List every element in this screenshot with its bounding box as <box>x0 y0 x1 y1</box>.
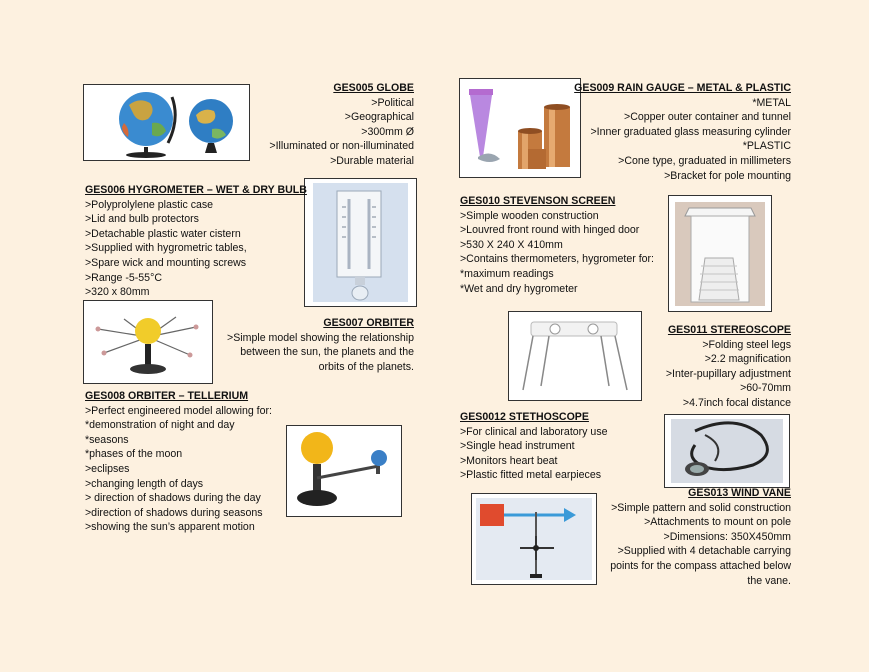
item-title: GES013 WIND VANE <box>688 487 791 499</box>
item-line: orbits of the planets. <box>318 360 414 373</box>
item-line: >eclipses <box>85 462 130 475</box>
item-line: >showing the sun’s apparent motion <box>85 521 255 534</box>
item-ges0012-stethoscope <box>460 410 608 483</box>
item-ges007-orbiter <box>227 316 414 374</box>
item-line: > direction of shadows during the day <box>85 492 261 505</box>
item-title: GES005 GLOBE <box>333 82 414 94</box>
item-title: GES011 STEREOSCOPE <box>667 324 791 336</box>
item-line: *maximum readings <box>460 267 554 280</box>
item-line: >4.7inch focal distance <box>682 396 791 409</box>
stevenson-screen-image <box>668 195 772 312</box>
item-line: >2.2 magnification <box>704 353 791 366</box>
item-line: >Political <box>371 96 414 109</box>
item-line: >Geographical <box>344 111 414 124</box>
item-ges005-globe <box>269 81 414 169</box>
item-line: >300mm Ø <box>361 125 414 138</box>
item-line: >Copper outer container and tunnel <box>624 111 791 124</box>
item-ges009-rain-gauge <box>574 81 791 183</box>
tellurium-image <box>286 425 402 517</box>
item-ges013-wind-vane <box>610 486 791 588</box>
item-line: >Cone type, graduated in millimeters <box>618 154 791 167</box>
item-title: GES010 STEVENSON SCREEN <box>460 195 616 207</box>
item-line: >Inner graduated glass measuring cylinder <box>590 125 791 138</box>
item-line: >changing length of days <box>85 477 204 490</box>
item-line: >Bracket for pole mounting <box>664 169 791 182</box>
globe-image <box>83 84 250 161</box>
item-line: >Inter-pupillary adjustment <box>665 367 791 380</box>
item-line: >Supplied with hygrometric tables, <box>85 242 247 255</box>
hygrometer-image <box>304 178 417 307</box>
item-line: >Supplied with 4 detachable carrying <box>617 545 791 558</box>
item-line: >Durable material <box>330 154 414 167</box>
wind-vane-image <box>471 493 597 585</box>
item-line: between the sun, the planets and the <box>240 346 414 359</box>
stethoscope-image <box>664 414 790 488</box>
item-ges011-stereoscope <box>666 323 791 411</box>
item-line: >Single head instrument <box>460 440 575 453</box>
stereoscope-image <box>508 311 642 401</box>
item-line: *Wet and dry hygrometer <box>460 282 578 295</box>
item-line: >Simple pattern and solid construction <box>611 501 791 514</box>
item-ges006-hygrometer <box>85 183 307 300</box>
item-line: >Detachable plastic water cistern <box>85 227 241 240</box>
item-title: GES0012 STETHOSCOPE <box>460 411 589 423</box>
item-line: >Polyprolylene plastic case <box>85 198 214 211</box>
item-line: points for the compass attached below <box>610 559 791 572</box>
item-line: >For clinical and laboratory use <box>460 425 608 438</box>
item-line: >530 X 240 X 410mm <box>460 238 563 251</box>
item-line: *phases of the moon <box>85 448 183 461</box>
item-line: >Perfect engineered model allowing for: <box>85 404 272 417</box>
item-line: >Spare wick and mounting screws <box>85 256 247 269</box>
item-title: GES007 ORBITER <box>323 317 414 329</box>
item-line: >Plastic fitted metal earpieces <box>460 469 602 482</box>
item-line: >Monitors heart beat <box>460 454 558 467</box>
item-line: *METAL <box>752 96 791 109</box>
item-title: GES006 HYGROMETER – WET & DRY BULB <box>85 184 307 196</box>
item-line: >320 x 80mm <box>85 286 150 299</box>
item-line: >60-70mm <box>740 382 791 395</box>
item-ges010-stevenson-screen <box>460 194 654 296</box>
item-title: GES009 RAIN GAUGE – METAL & PLASTIC <box>574 82 791 94</box>
item-line: >Lid and bulb protectors <box>85 213 199 226</box>
item-line: >Attachments to mount on pole <box>644 516 791 529</box>
item-line: >Simple wooden construction <box>460 209 599 222</box>
item-ges008-tellurium <box>85 389 272 535</box>
item-line: >Louvred front round with hinged door <box>460 224 640 237</box>
item-line: the vane. <box>747 574 791 587</box>
item-line: >Range -5-55°C <box>85 271 162 284</box>
item-line: *PLASTIC <box>742 140 791 153</box>
orbiter-image <box>83 300 213 384</box>
item-line: *seasons <box>85 433 129 446</box>
item-line: >Illuminated or non-illuminated <box>269 140 414 153</box>
item-line: >direction of shadows during seasons <box>85 506 263 519</box>
item-line: >Folding steel legs <box>702 338 791 351</box>
item-line: >Contains thermometers, hygrometer for: <box>460 253 655 266</box>
item-line: *demonstration of night and day <box>85 419 235 432</box>
item-line: >Dimensions: 350X450mm <box>663 530 791 543</box>
item-line: >Simple model showing the relationship <box>227 331 414 344</box>
item-title: GES008 ORBITER – TELLERIUM <box>85 390 249 402</box>
rain-gauge-image <box>459 78 581 178</box>
